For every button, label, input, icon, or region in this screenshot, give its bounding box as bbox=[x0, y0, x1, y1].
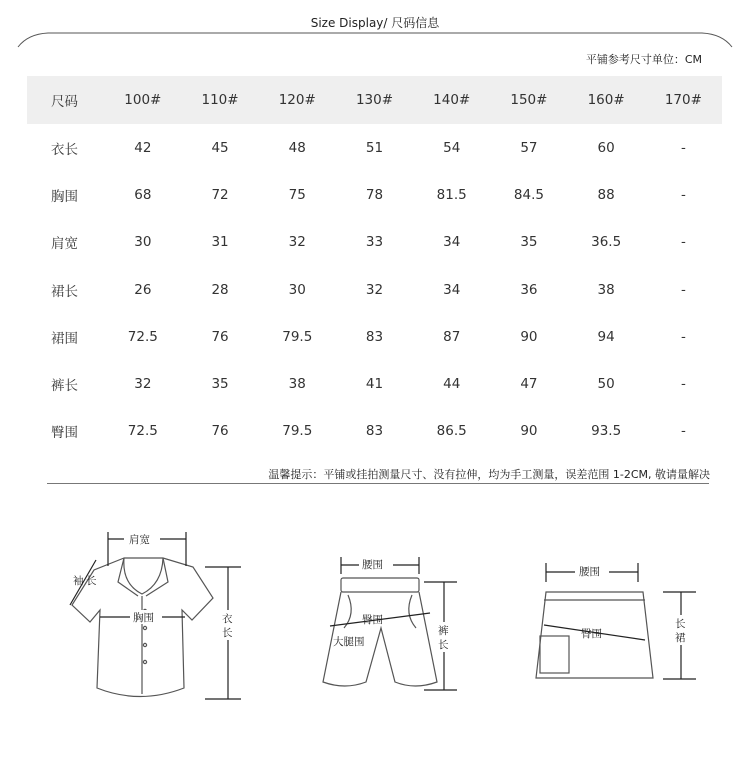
table-cell: 75 bbox=[288, 186, 306, 203]
table-cell: 60 bbox=[597, 139, 615, 156]
table-cell: - bbox=[680, 376, 686, 393]
table-cell: 78 bbox=[365, 186, 384, 203]
table-cell: 87 bbox=[443, 328, 461, 345]
table-cell: 42 bbox=[134, 139, 152, 156]
skirt-hip-label: 臀围 bbox=[581, 628, 602, 640]
row-label: 裙围 bbox=[51, 330, 78, 347]
shorts-length-label-1: 裤 bbox=[438, 625, 449, 637]
table-cell: - bbox=[680, 186, 686, 203]
table-cell: 32 bbox=[288, 234, 306, 251]
size-column-header: 150# bbox=[510, 92, 548, 108]
footnote: 温馨提示：平铺或挂拍测量尺寸、没有拉伸，均为手工测量，误差范围 1-2CM, 敬请量解决 bbox=[268, 468, 710, 481]
shirt-chest-label: 胸围 bbox=[133, 612, 154, 624]
table-cell: 94 bbox=[597, 328, 615, 345]
shorts-length-label-2: 长 bbox=[438, 639, 449, 651]
row-label: 裤长 bbox=[51, 378, 78, 395]
skirt-waist-label: 腰围 bbox=[579, 566, 600, 578]
table-cell: 30 bbox=[134, 234, 152, 251]
row-label: 肩宽 bbox=[51, 236, 78, 253]
table-cell: 36 bbox=[520, 281, 538, 298]
table-cell: 34 bbox=[443, 281, 461, 298]
table-cell: 30 bbox=[288, 281, 306, 298]
size-column-header: 160# bbox=[587, 92, 625, 108]
shorts-thigh-label: 大腿围 bbox=[333, 636, 365, 648]
table-cell: 72.5 bbox=[127, 328, 158, 345]
shirt-length-label-1: 衣 bbox=[222, 613, 233, 625]
shirt-length-label-2: 长 bbox=[222, 627, 233, 639]
table-cell: 84.5 bbox=[513, 186, 544, 203]
shorts-illustration bbox=[323, 578, 437, 686]
table-cell: 41 bbox=[365, 376, 384, 393]
shorts-hip-label: 臀围 bbox=[362, 614, 383, 626]
table-cell: 36.5 bbox=[591, 234, 622, 251]
table-cell: 50 bbox=[597, 376, 615, 393]
table-cell: 54 bbox=[443, 139, 461, 156]
unit-note: 平铺参考尺寸单位：CM bbox=[585, 53, 702, 66]
table-cell: 26 bbox=[134, 281, 152, 298]
page-title: Size Display/ 尺码信息 bbox=[310, 16, 440, 30]
table-cell: 44 bbox=[443, 376, 461, 393]
skirt-length-label-1: 长 bbox=[675, 618, 686, 630]
table-cell: - bbox=[680, 234, 686, 251]
skirt-length-label-2: 裙 bbox=[675, 632, 686, 644]
table-cell: 83 bbox=[365, 423, 384, 440]
shirt-shoulder-label: 肩宽 bbox=[129, 534, 150, 546]
table-cell: 38 bbox=[288, 376, 306, 393]
table-cell: 79.5 bbox=[282, 328, 313, 345]
table-cell: - bbox=[680, 328, 686, 345]
table-cell: 33 bbox=[365, 234, 384, 251]
table-cell: 83 bbox=[365, 328, 384, 345]
size-column-header: 100# bbox=[124, 92, 162, 108]
table-cell: 72 bbox=[211, 186, 229, 203]
table-cell: 47 bbox=[520, 376, 538, 393]
table-cell: 28 bbox=[211, 281, 229, 298]
table-cell: 32 bbox=[365, 281, 384, 298]
size-column-header: 120# bbox=[278, 92, 316, 108]
size-column-header: 170# bbox=[664, 92, 702, 108]
table-cell: 88 bbox=[597, 186, 615, 203]
size-column-header: 140# bbox=[433, 92, 471, 108]
table-cell: 76 bbox=[211, 328, 229, 345]
table-cell: 86.5 bbox=[436, 423, 467, 440]
row-label: 臀围 bbox=[51, 425, 78, 442]
shirt-sleeve-label-2: 长 bbox=[86, 575, 97, 587]
table-cell: 32 bbox=[134, 376, 152, 393]
table-cell: 90 bbox=[520, 423, 538, 440]
shorts-waist-label: 腰围 bbox=[362, 559, 383, 571]
table-cell: 93.5 bbox=[591, 423, 622, 440]
table-cell: 45 bbox=[211, 139, 229, 156]
size-column-header: 110# bbox=[201, 92, 239, 108]
table-cell: - bbox=[680, 139, 686, 156]
row-label: 胸围 bbox=[51, 188, 78, 205]
row-label: 衣长 bbox=[51, 141, 78, 158]
table-cell: 81.5 bbox=[436, 186, 467, 203]
table-header-label: 尺码 bbox=[51, 94, 78, 110]
table-cell: 76 bbox=[211, 423, 229, 440]
table-cell: 57 bbox=[520, 139, 538, 156]
table-cell: 51 bbox=[365, 139, 384, 156]
table-cell: - bbox=[680, 281, 686, 298]
row-label: 裙长 bbox=[51, 283, 78, 300]
shirt-sleeve-label-1: 袖 bbox=[73, 575, 84, 587]
table-cell: 72.5 bbox=[127, 423, 158, 440]
table-cell: 35 bbox=[211, 376, 229, 393]
table-cell: - bbox=[680, 423, 686, 440]
table-cell: 35 bbox=[520, 234, 538, 251]
size-column-header: 130# bbox=[355, 92, 394, 108]
table-cell: 31 bbox=[211, 234, 229, 251]
table-cell: 79.5 bbox=[282, 423, 313, 440]
table-cell: 48 bbox=[288, 139, 306, 156]
table-cell: 90 bbox=[520, 328, 538, 345]
table-cell: 34 bbox=[443, 234, 461, 251]
table-cell: 68 bbox=[134, 186, 152, 203]
table-cell: 38 bbox=[597, 281, 615, 298]
